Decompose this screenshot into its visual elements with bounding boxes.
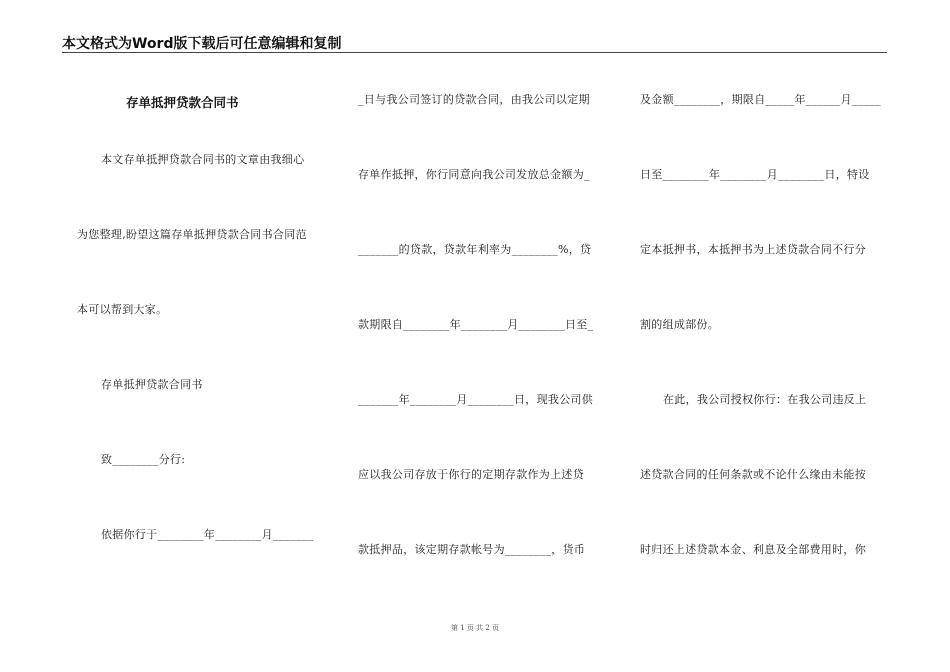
text-line: 日至________年________月________日，特设 (640, 168, 870, 181)
text-line: 时归还上述贷款本金、利息及全部费用时，你 (640, 543, 866, 556)
header-divider (62, 52, 887, 53)
text-line: _日与我公司签订的贷款合同，由我公司以定期 (358, 93, 590, 106)
text-line: 款期限自________年________月________日至_ (358, 318, 594, 331)
text-line: 存单作抵押，你行同意向我公司发放总金额为_ (358, 168, 590, 181)
document-title: 存单抵押贷款合同书 (126, 95, 239, 110)
text-line: 定本抵押书，本抵押书为上述贷款合同不行分 (640, 243, 866, 256)
text-line: 本文存单抵押贷款合同书的文章由我细心 (101, 153, 305, 166)
text-line: 款抵押品，该定期存款帐号为________，货币 (358, 543, 586, 556)
text-line: 致________分行: (101, 453, 186, 466)
text-line: 依据你行于________年________月_______ (101, 528, 314, 541)
text-line: 述贷款合同的任何条款或不论什么缘由未能按 (640, 468, 866, 481)
page-number: 第 1 页 共 2 页 (450, 624, 500, 632)
text-line: 本可以帮到大家。 (77, 303, 168, 316)
text-line: 存单抵押贷款合同书 (101, 378, 203, 391)
text-line: _______年________月________日，现我公司供 (358, 393, 594, 406)
text-line: 应以我公司存放于你行的定期存款作为上述贷 (358, 468, 584, 481)
text-line: 为您整理,盼望这篇存单抵押贷款合同书合同范 (77, 228, 307, 241)
text-line: 在此，我公司授权你行：在我公司违反上 (663, 393, 867, 406)
document-header-title: 本文格式为Word版下载后可任意编辑和复制 (62, 36, 342, 52)
text-line: _______的贷款，贷款年利率为________%，贷 (358, 243, 592, 256)
text-line: 及金额________，期限自_____年______月_____ (640, 93, 881, 106)
text-line: 割的组成部份。 (640, 318, 720, 331)
